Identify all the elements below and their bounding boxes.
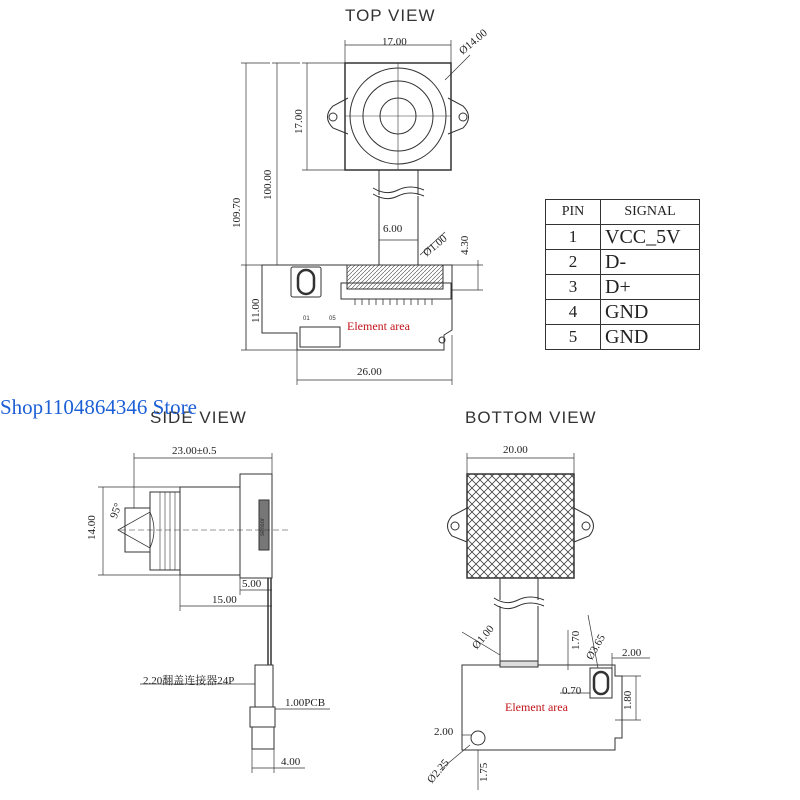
sensor-label: sensor	[260, 517, 266, 536]
bottom-hole-diameter-label: Ø1.00	[470, 623, 497, 652]
bottom-d4-label: 0.70	[562, 685, 582, 697]
top-total-length-label: 100.00	[262, 169, 274, 200]
side-view-drawing	[98, 453, 330, 773]
store-watermark: Shop1104864346 Store	[0, 395, 197, 419]
pin-number: 5	[546, 325, 601, 350]
pin-table-row	[546, 325, 700, 350]
pin-last-label: 05	[329, 316, 336, 322]
side-flange-label: 5.00	[242, 578, 262, 590]
pin-signal: D+	[601, 275, 700, 300]
pin-signal: D-	[601, 250, 700, 275]
pin-table-row	[546, 300, 700, 325]
top-lens-diameter-label: Ø14.00	[457, 26, 490, 58]
connector-note-label: 2.20翻盖连接器24P	[143, 675, 235, 687]
top-hole-diameter-label: Ø1.00	[421, 232, 450, 260]
top-element-area-label: Element area	[347, 319, 410, 333]
pcb-thickness-label: 1.00PCB	[285, 697, 326, 709]
top-connector-height-label: 4.30	[459, 235, 471, 255]
bottom-d5-label: 1.80	[622, 690, 634, 710]
pin-signal-table	[545, 199, 700, 350]
side-base-label: 4.00	[281, 756, 301, 768]
pin-table-row	[546, 225, 700, 250]
bottom-d3-label: 2.00	[622, 647, 642, 659]
pin-number: 2	[546, 250, 601, 275]
side-barrel-label: 15.00	[212, 594, 237, 606]
side-view-title: SIDE VIEW	[150, 408, 247, 427]
top-width-label: 17.00	[382, 36, 407, 48]
bottom-width-label: 20.00	[503, 444, 528, 456]
top-pcb-height-label: 11.00	[250, 298, 262, 323]
bottom-d6-label: 2.00	[434, 726, 454, 738]
bottom-element-area-label: Element area	[505, 700, 568, 714]
side-angle-label: 95°	[108, 501, 125, 521]
bottom-view-title: BOTTOM VIEW	[465, 408, 597, 427]
top-overall-length-label: 109.70	[231, 197, 243, 228]
pin-signal: GND	[601, 300, 700, 325]
side-height-label: 14.00	[86, 515, 98, 540]
pin-signal: VCC_5V	[601, 225, 700, 250]
side-length-label: 23.00±0.5	[172, 445, 217, 457]
pin-first-label: 01	[303, 316, 310, 322]
bottom-view-drawing	[440, 453, 650, 790]
bottom-d2-label: Ø3.65	[584, 632, 608, 662]
pin-number: 3	[546, 275, 601, 300]
pin-header: PIN	[546, 200, 601, 225]
top-height-label: 17.00	[293, 109, 305, 134]
top-view-title: TOP VIEW	[345, 6, 436, 25]
top-pcb-width-label: 26.00	[357, 366, 382, 378]
pin-number: 4	[546, 300, 601, 325]
pin-table-row	[546, 275, 700, 300]
pin-signal: GND	[601, 325, 700, 350]
top-cable-width-label: 6.00	[383, 223, 403, 235]
pin-number: 1	[546, 225, 601, 250]
bottom-d8-label: 1.75	[478, 762, 490, 782]
bottom-d1-label: 1.70	[570, 630, 582, 650]
bottom-d7-label: Ø2.25	[425, 757, 452, 786]
pin-table-row	[546, 250, 700, 275]
signal-header: SIGNAL	[601, 200, 700, 225]
pin-table-header-row	[546, 200, 700, 225]
